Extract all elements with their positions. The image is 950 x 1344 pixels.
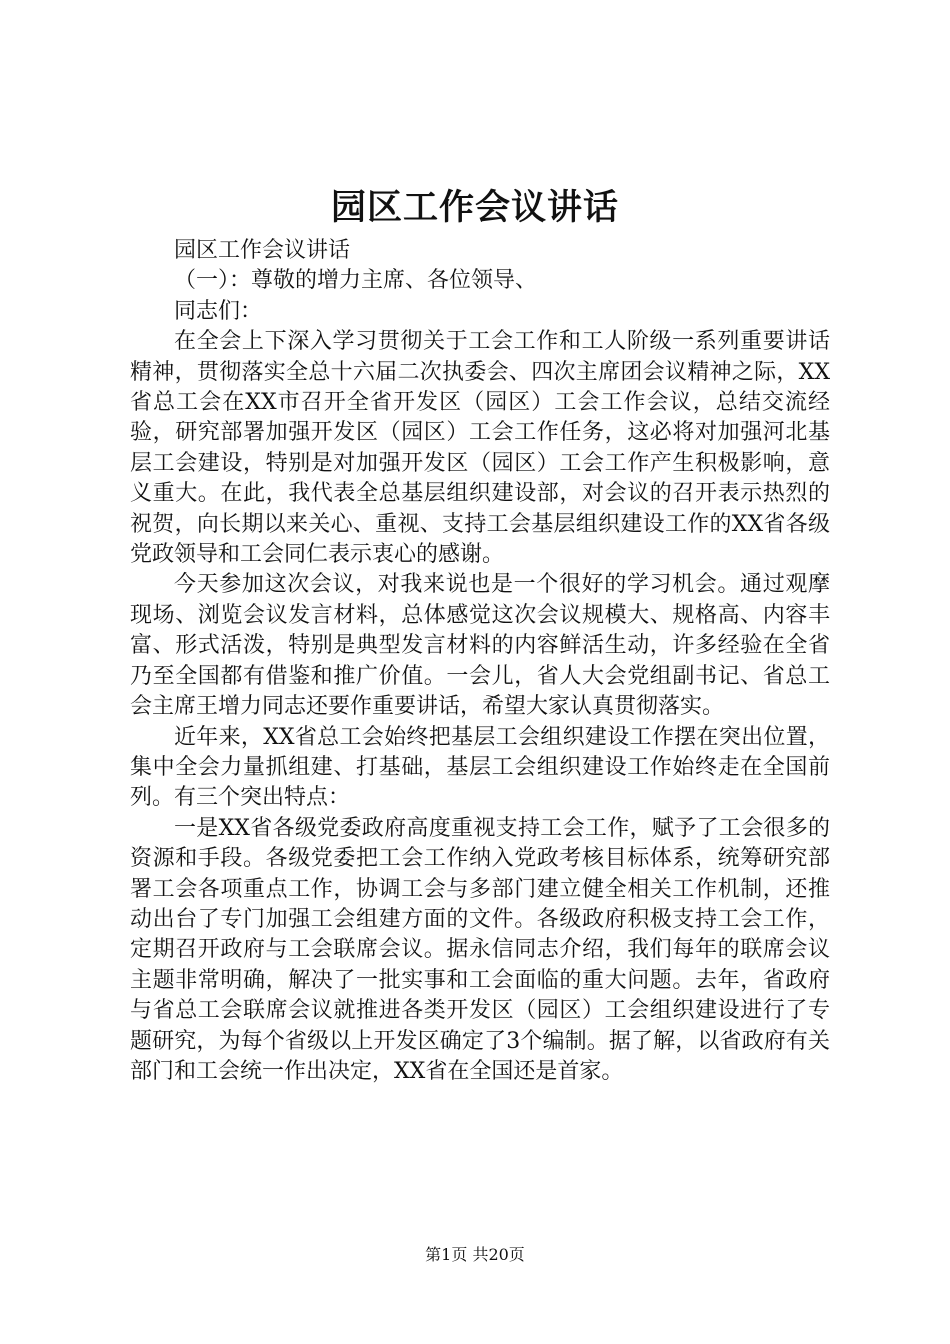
document-body (130, 236, 830, 1087)
paragraph-subtitle: 园区工作会议讲话 (174, 238, 351, 263)
paragraph-salutation: （一）：尊敬的增力主席、各位领导、 (174, 268, 538, 294)
paragraph: 今天参加这次会议，对我来说也是一个很好的学习机会。通过观摩现场、浏览会议发言材料，总体感觉这次会议规模大、规格高、内容丰富、形式活泼，特别是典型发言材料的内容鲜活生动，许多经验在全省乃至全国都有借鉴和推广价值。一会儿，省人大会党组副书记、省总工会主席王增力同志还要作重要讲话，希望大家认真贯彻落实。 (130, 572, 830, 720)
page-footer: 第1页 共20页 (425, 1245, 525, 1264)
paragraph: 一是XX省各级党委政府高度重视支持工会工作，赋予了工会很多的资源和手段。各级党委把工会工作纳入党政考核目标体系，统筹研究部署工会各项重点工作，协调工会与多部门建立健全相关工作机制，还推动出台了专门加强工会组建方面的文件。各级政府积极支持工会工作，定期召开政府与工会联席会议。据永信同志介绍，我们每年的联席会议主题非常明确，解决了一批实事和工会面临的重大问题。去年，省政府与省总工会联席会议就推进各类开发区（园区）工会组织建设进行了专题研究，为每个省级以上开发区确定了3个编制。据了解，以省政府有关部门和工会统一作出决定，XX省在全国还是首家。 (130, 815, 830, 1084)
document-title: 园区工作会议讲话 (330, 187, 619, 228)
paragraph: 近年来，XX省总工会始终把基层工会组织建设工作摆在突出位置，集中全会力量抓组建、打基础，基层工会组织建设工作始终走在全国前列。有三个突出特点： (130, 724, 830, 811)
paragraph-greeting: 同志们： (174, 298, 263, 324)
paragraph: 在全会上下深入学习贯彻关于工会工作和工人阶级一系列重要讲话精神，贯彻落实全总十六届二次执委会、四次主席团会议精神之际，XX省总工会在XX市召开全省开发区（园区）工会工作会议，总结交流经验，研究部署加强开发区（园区）工会工作任务，这必将对加强河北基层工会建设，特别是对加强开发区（园区）工会工作产生积极影响，意义重大。在此，我代表全总基层组织建设部，对会议的召开表示热烈的祝贺，向长期以来关心、重视、支持工会基层组织建设工作的XX省各级党政领导和工会同仁表示衷心的感谢。 (130, 329, 830, 568)
